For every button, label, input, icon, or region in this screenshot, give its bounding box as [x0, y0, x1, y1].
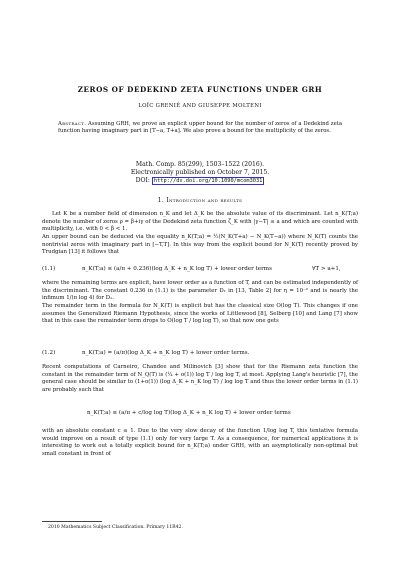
- paragraph-consequence: with an absolute constant c ≤ 1. Due to the very slow decay of the function 1/log log T, this tentative formula would improve on a result of type (1.1) only for very large T. As a consequence, for numerical applications it is interesting to work out a totally explicit bound for n_K(T;a) under GRH, with an asymptotically non-optimal but small constant in front of: [42, 428, 358, 457]
- footnote-rule: [42, 521, 102, 522]
- equation-number: (1.2): [42, 350, 56, 356]
- paragraph-intro: Let K be a number field of dimension n_K and let Δ_K be the absolute value of its discriminant. Let n_K(T;a) denote the number of zeros ρ = β+iγ of the Dedekind zeta function ζ_K with |γ−T| ≤ a and which are counted with multiplicity, i.e. with 0 < β < 1.: [42, 211, 358, 233]
- publication-info: [0, 161, 400, 185]
- section-heading: 1. Introduction and results: [157, 197, 243, 204]
- paper-title: ZEROS OF DEDEKIND ZETA FUNCTIONS UNDER GRH: [77, 85, 323, 94]
- footnote: 2010 Mathematics Subject Classification. Primary 11R42.: [48, 525, 183, 530]
- doi-label: DOI:: [135, 177, 150, 184]
- paragraph-computations: Recent computations of Carneiro, Chandee and Milinovich [3] show that for the Riemann zeta function the constant in the remainder term of N_Q(T) is (¼ + o(1)) log T / log log T, at most. Applying Lang's heuristic [7], the general case should be similar to (1+o(1)) (log Δ_K + n_K log T) / log log T and thus the lower order terms in (1.1) are probably such that: [42, 364, 358, 393]
- doi-link[interactable]: http://dx.doi.org/10.1090/mcom3031: [153, 178, 263, 184]
- publication-date: Electronically published on October 7, 2015.: [130, 169, 270, 176]
- equation-number: (1.1): [42, 266, 56, 272]
- equation-body: n_K(T;a) = (a/π)(log Δ_K + n_K log T) + lower order terms.: [82, 350, 250, 356]
- paragraph-grh: The remainder term in the formula for N_K(T) is explicit but has the classical size O(log T). This changes if one assumes the Generalized Riemann Hypothesis, since the works of Littlewood [8], Selberg [10] and Lang [7] show that in this case the remainder term drops to O(log T / log log T), so that now one gets: [42, 303, 358, 325]
- paper-authors: LOÏC GRENIÉ AND GIUSEPPE MOLTENI: [138, 103, 262, 109]
- equation-condition: ∀T > a+1,: [312, 266, 341, 272]
- paragraph-upper-bound: An upper bound can be deduced via the equality n_K(T;a) = ½(N_K(T+a) − N_K(T−a)) where N_K(T) counts the nontrivial zeros with imaginary part in [−T,T]. In this way from the explicit bound for N_K(T) recently proved by Trudgian [13] it follows that: [42, 234, 358, 256]
- abstract-label: Abstract.: [58, 121, 87, 127]
- abstract: [58, 121, 342, 136]
- equation-body: n_K(T;a) ≤ (a/π + c/log log T)(log Δ_K + n_K log T) + lower order terms: [87, 410, 291, 416]
- equation-body: n_K(T;a) ≤ (a/π + 0.236)(log Δ_K + n_K log T) + lower order terms: [82, 266, 272, 272]
- abstract-text: Assuming GRH, we prove an explicit upper bound for the number of zeros of a Dedekind zeta function having imaginary part in [T−a, T+a]. We also prove a bound for the multiplicity of the zeros.: [58, 121, 343, 135]
- paragraph-remaining-terms: where the remaining terms are explicit, have lower order as a function of T, and can be estimated independently of the discriminant. The constant 0.236 in (1.1) is the parameter D₁ in [13, Table 2] for η = 10⁻² and is nearly the infimum 1/(π log 4) for D₁.: [42, 280, 358, 302]
- doi-line: [0, 177, 400, 185]
- journal-citation: Math. Comp. 85(299), 1503–1522 (2016).: [135, 161, 265, 168]
